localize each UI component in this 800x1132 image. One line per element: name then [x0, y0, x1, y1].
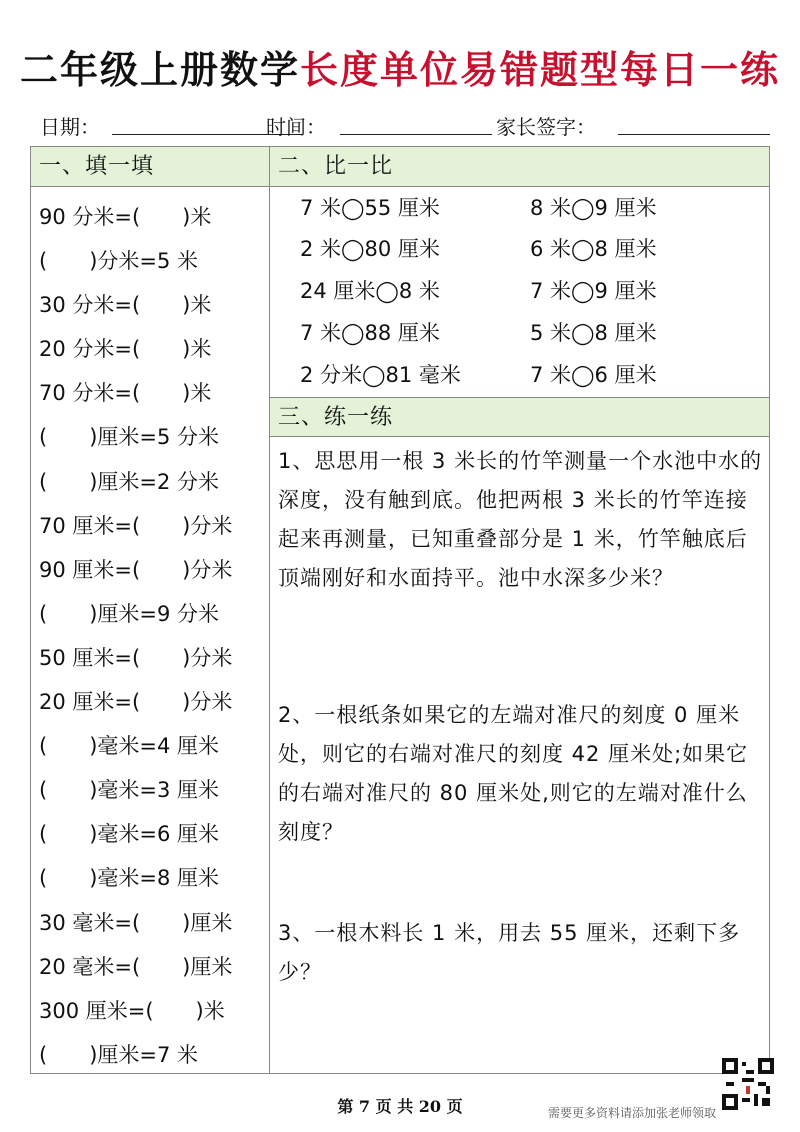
problem-1: 1、思思用一根 3 米长的竹竿测量一个水池中水的深度，没有触到底。他把两根 3 米长的竹竿连接起来再测量，已知重叠部分是 1 米，竹竿触底后顶端刚好和水面持平。池中水深多少米？ [278, 449, 763, 590]
fill-item[interactable]: ( )毫米=4 厘米 [39, 734, 220, 759]
qr-code-icon [722, 1058, 774, 1110]
compare-item[interactable]: 2 分米◯81 毫米 [300, 363, 461, 387]
time-blank[interactable] [340, 134, 492, 135]
fill-item[interactable]: 30 分米=( )米 [39, 293, 212, 318]
compare-item[interactable]: 5 米◯8 厘米 [530, 321, 657, 345]
parent-sign-label: 家长签字： [496, 115, 596, 139]
fill-item[interactable]: ( )毫米=3 厘米 [39, 778, 220, 803]
section2-heading: 二、比一比 [270, 147, 769, 187]
sign-row [40, 110, 770, 144]
fill-item[interactable]: 90 分米=( )米 [39, 205, 212, 229]
page-title [0, 42, 800, 98]
fill-item[interactable]: 70 分米=( )米 [39, 381, 212, 406]
column-divider [269, 147, 270, 1073]
date-label: 日期： [40, 115, 100, 139]
footer-note: 需要更多资料请添加张老师领取 [548, 1106, 717, 1120]
fill-item[interactable]: 20 分米=( )米 [39, 337, 212, 362]
fill-item[interactable]: 30 毫米=( )厘米 [39, 910, 233, 935]
compare-item[interactable]: 6 米◯8 厘米 [530, 237, 657, 261]
fill-item[interactable]: 20 厘米=( )分米 [39, 690, 233, 715]
compare-item[interactable]: 7 米◯6 厘米 [530, 363, 657, 387]
fill-list [31, 195, 269, 1077]
problem-3: 3、一根木料长 1 米，用去 55 厘米，还剩下多少？ [278, 921, 741, 984]
title-black: 二年级上册数学 [19, 48, 300, 92]
fill-item[interactable]: 300 厘米=( )米 [39, 998, 225, 1023]
fill-item[interactable]: 20 毫米=( )厘米 [39, 954, 233, 979]
fill-item[interactable]: 70 厘米=( )分米 [39, 513, 233, 538]
title-red: 长度单位易错题型每日一练 [300, 48, 781, 92]
fill-item[interactable]: ( )分米=5 米 [39, 249, 199, 274]
compare-item[interactable]: 8 米◯9 厘米 [530, 196, 657, 220]
compare-item[interactable]: 24 厘米◯8 米 [300, 279, 440, 303]
compare-item[interactable]: 7 米◯9 厘米 [530, 279, 657, 303]
fill-item[interactable]: ( )厘米=5 分米 [39, 425, 220, 450]
parent-sign-blank[interactable] [618, 134, 770, 135]
time-label: 时间： [266, 115, 326, 139]
compare-item[interactable]: 7 米◯55 厘米 [300, 196, 440, 220]
compare-item[interactable]: 7 米◯88 厘米 [300, 321, 440, 345]
fill-item[interactable]: ( )厘米=9 分米 [39, 601, 220, 626]
page-number: 第 7 页 共 20 页 [337, 1097, 463, 1116]
section3-heading: 三、练一练 [270, 397, 769, 437]
fill-item[interactable]: ( )毫米=8 厘米 [39, 866, 220, 891]
fill-item[interactable]: ( )厘米=7 米 [39, 1042, 199, 1067]
section1-heading: 一、填一填 [31, 147, 269, 187]
fill-item[interactable]: 90 厘米=( )分米 [39, 557, 233, 582]
compare-item[interactable]: 2 米◯80 厘米 [300, 237, 440, 261]
problem-2: 2、一根纸条如果它的左端对准尺的刻度 0 厘米处，则它的右端对准尺的刻度 42 厘米处;如果它的右端对准尺的 80 厘米处,则它的左端对准什么刻度？ [278, 703, 749, 844]
fill-item[interactable]: 50 厘米=( )分米 [39, 645, 233, 670]
fill-item[interactable]: ( )厘米=2 分米 [39, 469, 220, 494]
fill-item[interactable]: ( )毫米=6 厘米 [39, 822, 220, 847]
